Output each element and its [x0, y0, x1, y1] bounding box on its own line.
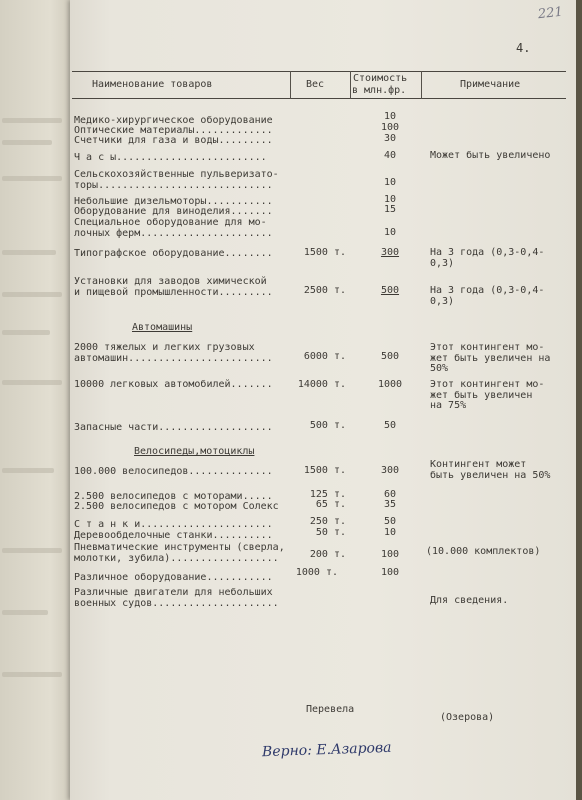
item-value: 10 [383, 194, 397, 205]
item-value: 1000 [377, 379, 403, 390]
ghost-text-line [2, 548, 62, 553]
ghost-text-line [2, 380, 62, 385]
underlying-page [0, 0, 72, 800]
ghost-text-line [2, 250, 56, 255]
header-top-rule [72, 71, 566, 72]
handwritten-certification: Верно: Е.Азарова [261, 739, 392, 761]
page-number: 4. [516, 41, 531, 55]
item-weight: 65 т. [315, 499, 346, 510]
item-name: Типографское оборудование........ [74, 248, 273, 259]
item-note: На 3 года (0,3-0,4- 0,3) [430, 285, 545, 307]
ghost-text-line [2, 292, 62, 297]
item-weight: 14000 т. [297, 379, 346, 390]
column-divider [290, 71, 291, 99]
item-value: 40 [383, 150, 397, 161]
item-weight: 500 т. [309, 420, 346, 431]
item-name: Оборудование для виноделия....... [74, 206, 273, 217]
item-name: С т а н к и...................... [74, 519, 273, 530]
header-bottom-rule [72, 98, 566, 99]
translated-by-label: Перевела [306, 704, 355, 715]
item-weight: 50 т. [315, 527, 346, 538]
column-header-value: Стоимость [353, 73, 408, 84]
ghost-text-line [2, 468, 54, 473]
item-name: 2.500 велосипедов с мотором Солекс [74, 501, 279, 512]
ghost-text-line [2, 140, 52, 145]
item-name: Запасные части................... [74, 422, 273, 433]
item-name: Различные двигатели для небольших военных судов..................... [74, 587, 279, 609]
item-value: 30 [383, 133, 397, 144]
translator-name: (Озерова) [440, 712, 495, 723]
item-name: Небольшие дизельмоторы........... [74, 196, 273, 207]
item-value: 50 [383, 420, 397, 431]
item-weight: 200 т. [309, 549, 346, 560]
ghost-text-line [2, 672, 62, 677]
item-name: Установки для заводов химической и пищевой промышленности......... [74, 276, 273, 298]
item-weight: 1500 т. [303, 247, 346, 258]
item-value: 10 [383, 177, 397, 188]
item-note: Для сведения. [430, 595, 509, 606]
item-name: 100.000 велосипедов.............. [74, 466, 273, 477]
item-value: 300 [380, 247, 400, 258]
item-weight: 1500 т. [303, 465, 346, 476]
scan-edge [576, 0, 582, 800]
archive-page-number: 221 [537, 4, 564, 23]
item-value: 10 [383, 111, 397, 122]
item-weight: 1000 т. [295, 567, 338, 578]
item-weight: 2500 т. [303, 285, 346, 296]
item-value: 15 [383, 204, 397, 215]
ghost-text-line [2, 330, 50, 335]
item-value: 500 [380, 351, 400, 362]
item-weight: 6000 т. [303, 351, 346, 362]
item-note: Может быть увеличено [430, 150, 551, 161]
item-value: 100 [380, 122, 400, 133]
item-value: 100 [380, 567, 400, 578]
item-value: 500 [380, 285, 400, 296]
item-name: Деревообделочные станки.......... [74, 530, 273, 541]
item-note: Этот контингент мо- жет быть увеличен на 75% [430, 379, 545, 411]
item-note: (10.000 комплектов) [426, 546, 541, 557]
column-header-note: Примечание [460, 79, 521, 90]
ghost-text-line [2, 176, 62, 181]
item-name: Различное оборудование........... [74, 572, 273, 583]
section-heading-bikes: Велосипеды,мотоциклы [134, 446, 255, 457]
item-value: 60 [383, 489, 397, 500]
item-name: Счетчики для газа и воды......... [74, 135, 273, 146]
item-name: Медико-хирургическое оборудование [74, 115, 273, 126]
item-value: 100 [380, 549, 400, 560]
column-divider [350, 71, 351, 99]
item-name: Сельскохозяйственные пульверизато- торы............................. [74, 169, 279, 191]
item-note: Контингент может быть увеличен на 50% [430, 459, 551, 481]
item-name: Ч а с ы......................... [74, 152, 267, 163]
column-divider [421, 71, 422, 99]
item-name: 2000 тяжелых и легких грузовых автомашин........................ [74, 342, 273, 364]
item-value: 35 [383, 499, 397, 510]
item-note: Этот контингент мо- жет быть увеличен на 50% [430, 342, 551, 374]
item-value: 10 [383, 227, 397, 238]
item-weight: 250 т. [309, 516, 346, 527]
column-header-value-unit: в млн.фр. [352, 85, 407, 96]
ghost-text-line [2, 610, 48, 615]
item-weight: 125 т. [309, 489, 346, 500]
item-name: Оптические материалы............. [74, 125, 273, 136]
item-name: 10000 легковых автомобилей....... [74, 379, 273, 390]
item-value: 10 [383, 527, 397, 538]
item-name: Пневматические инструменты (сверла, молотки, зубила).................. [74, 542, 285, 564]
item-name: Специальное оборудование для мо- лочных ферм...................... [74, 217, 273, 239]
item-note: На 3 года (0,3-0,4- 0,3) [430, 247, 545, 269]
section-heading-cars: Автомашины [132, 322, 193, 333]
item-value: 300 [380, 465, 400, 476]
item-value: 50 [383, 516, 397, 527]
ghost-text-line [2, 118, 62, 123]
column-header-weight: Вес [306, 79, 325, 90]
column-header-name: Наименование товаров [92, 79, 213, 90]
item-name: 2.500 велосипедов с моторами..... [74, 491, 273, 502]
